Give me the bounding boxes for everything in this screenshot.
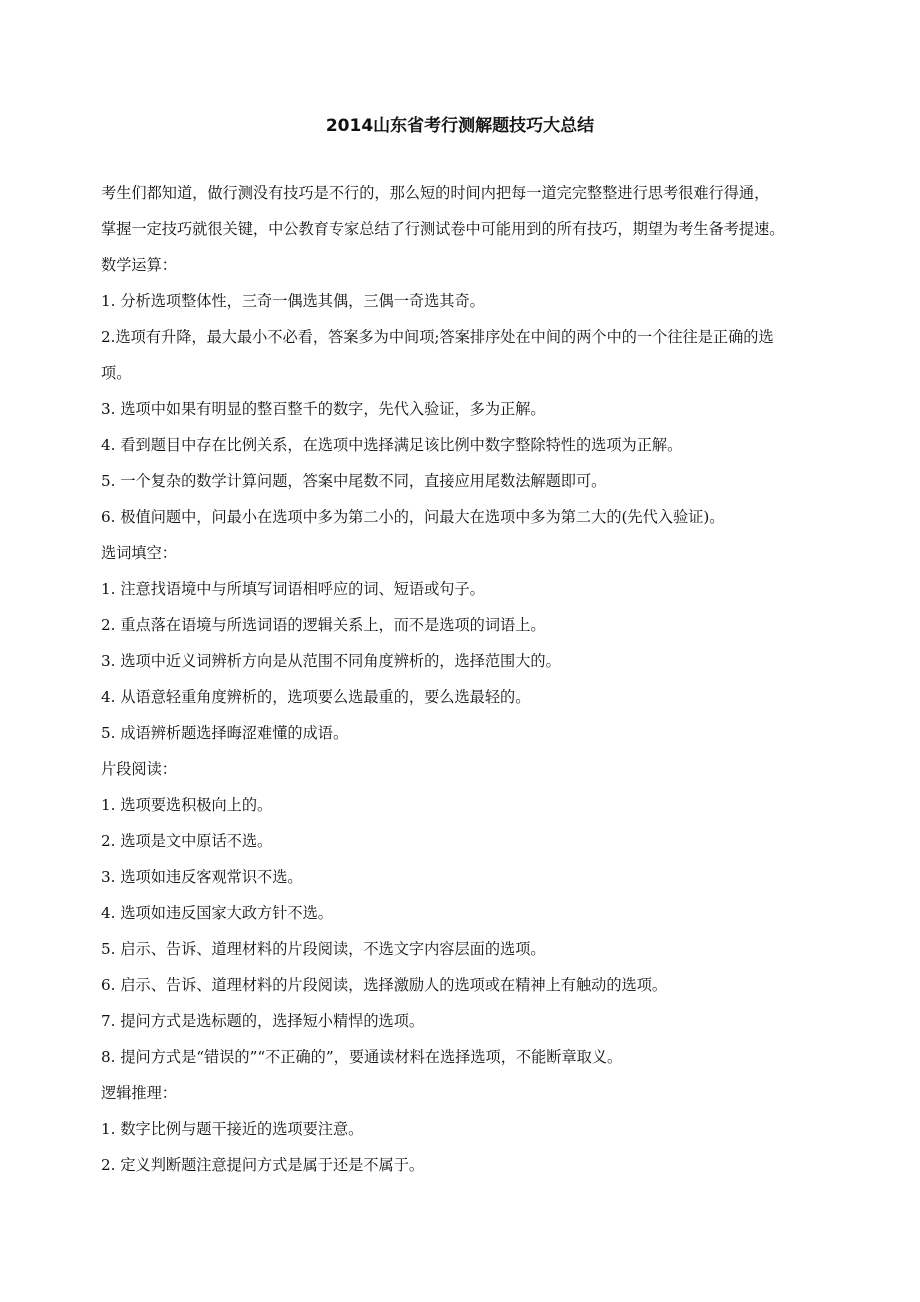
list-item: 2. 定义判断题注意提问方式是属于还是不属于。 xyxy=(101,1156,425,1174)
list-item: 7. 提问方式是选标题的，选择短小精悍的选项。 xyxy=(101,1012,425,1030)
list-item: 5. 成语辨析题选择晦涩难懂的成语。 xyxy=(101,724,349,742)
list-item: 1. 选项要选积极向上的。 xyxy=(101,796,273,814)
document-title: 2014山东省考行测解题技巧大总结 xyxy=(325,116,595,136)
section-heading-logic: 逻辑推理： xyxy=(101,1084,177,1102)
section-heading-reading: 片段阅读： xyxy=(101,760,177,778)
intro-line-1: 考生们都知道，做行测没有技巧是不行的，那么短的时间内把每一道完完整整进行思考很难行得通， xyxy=(101,184,770,202)
list-item: 3. 选项中如果有明显的整百整千的数字，先代入验证，多为正解。 xyxy=(101,400,546,418)
list-item: 6. 极值问题中，问最小在选项中多为第二小的，问最大在选项中多为第二大的(先代入验证)。 xyxy=(101,508,725,526)
list-item: 1. 注意找语境中与所填写词语相呼应的词、短语或句子。 xyxy=(101,580,485,598)
document-body xyxy=(101,175,831,1183)
list-item: 4. 从语意轻重角度辨析的，选项要么选最重的，要么选最轻的。 xyxy=(101,688,531,706)
list-item: 4. 选项如违反国家大政方针不选。 xyxy=(101,904,333,922)
list-item: 3. 选项如违反客观常识不选。 xyxy=(101,868,303,886)
section-heading-word-fill: 选词填空： xyxy=(101,544,177,562)
list-item: 2. 重点落在语境与所选词语的逻辑关系上，而不是选项的词语上。 xyxy=(101,616,546,634)
list-item: 5. 启示、告诉、道理材料的片段阅读，不选文字内容层面的选项。 xyxy=(101,940,546,958)
list-item: 1. 分析选项整体性，三奇一偶选其偶，三偶一奇选其奇。 xyxy=(101,292,485,310)
list-item: 6. 启示、告诉、道理材料的片段阅读，选择激励人的选项或在精神上有触动的选项。 xyxy=(101,976,668,994)
list-item: 5. 一个复杂的数学计算问题，答案中尾数不同，直接应用尾数法解题即可。 xyxy=(101,472,607,490)
list-item: 4. 看到题目中存在比例关系，在选项中选择满足该比例中数字整除特性的选项为正解。 xyxy=(101,436,683,454)
section-heading-math: 数学运算： xyxy=(101,256,177,274)
intro-line-2: 掌握一定技巧就很关键，中公教育专家总结了行测试卷中可能用到的所有技巧，期望为考生备考提速。 xyxy=(101,220,785,238)
list-item: 2.选项有升降，最大最小不必看，答案多为中间项;答案排序处在中间的两个中的一个往往是正确的选 xyxy=(101,328,774,346)
list-item: 1. 数字比例与题干接近的选项要注意。 xyxy=(101,1120,364,1138)
list-item: 3. 选项中近义词辨析方向是从范围不同角度辨析的，选择范围大的。 xyxy=(101,652,561,670)
list-item: 2. 选项是文中原话不选。 xyxy=(101,832,273,850)
list-item-continuation: 项。 xyxy=(101,364,132,382)
list-item: 8. 提问方式是“错误的”“不正确的”，要通读材料在选择选项，不能断章取义。 xyxy=(101,1048,623,1066)
